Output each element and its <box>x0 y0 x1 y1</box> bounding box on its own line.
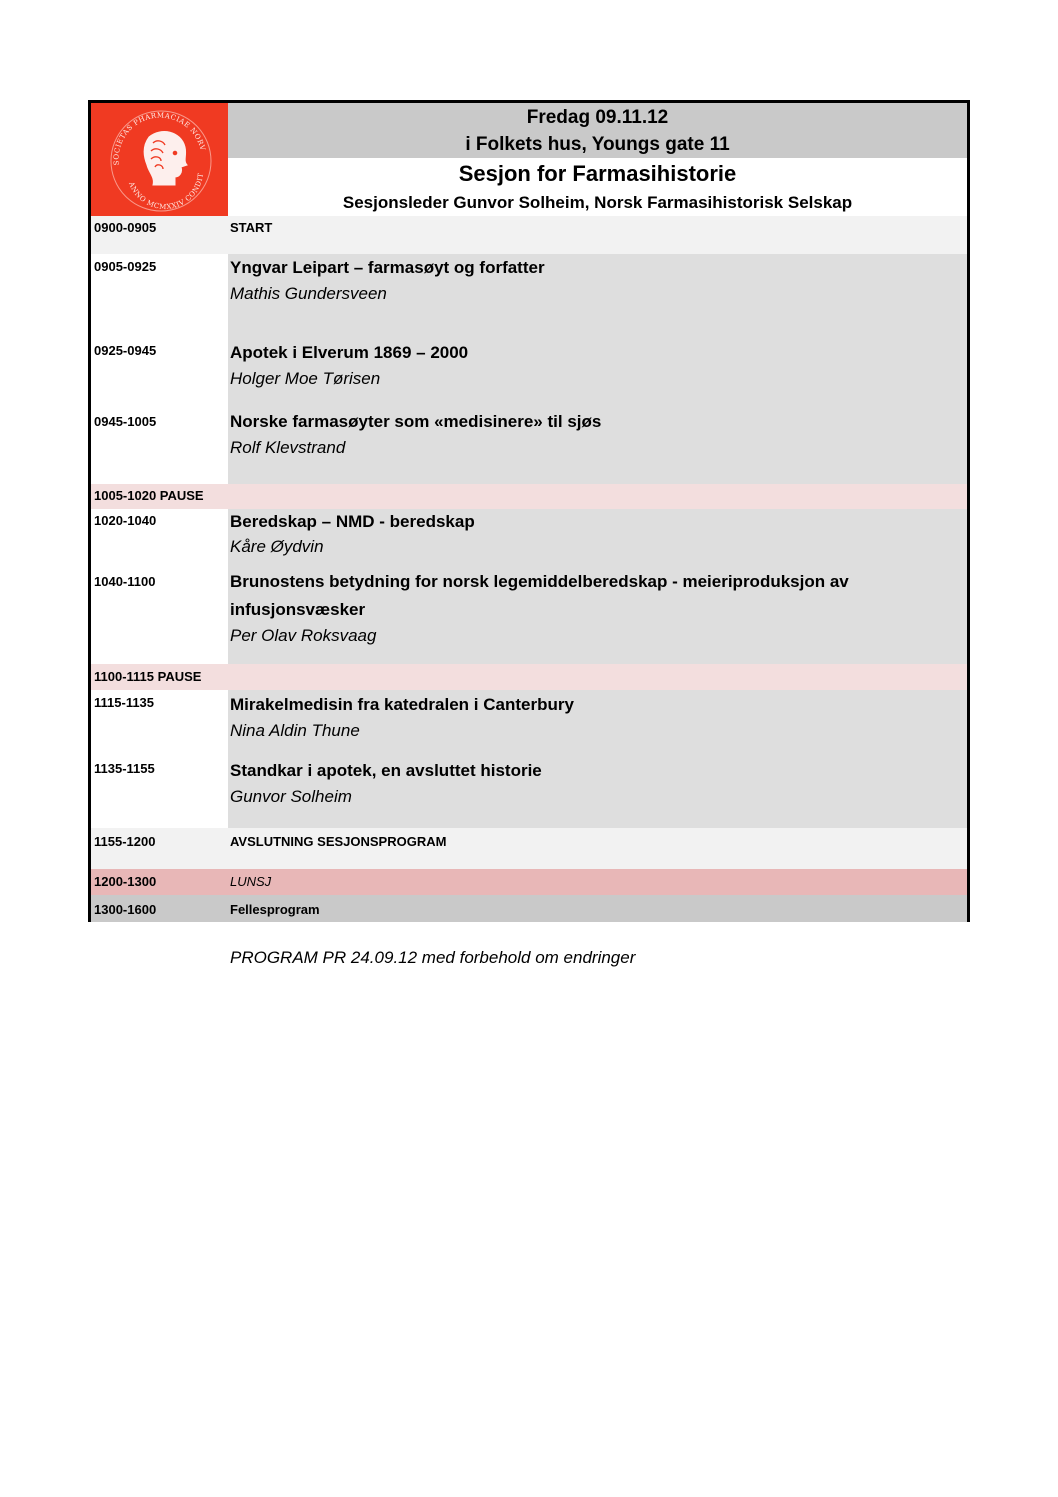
program-footnote: PROGRAM PR 24.09.12 med forbehold om endringer <box>230 948 636 967</box>
common-time: 1300-1600 <box>94 902 157 917</box>
talk-time: 1135-1155 <box>94 761 155 776</box>
header-venue: i Folkets hus, Youngs gate 11 <box>465 134 730 155</box>
talk-time: 0945-1005 <box>94 414 157 429</box>
talk-time: 1020-1040 <box>94 513 157 528</box>
program-table <box>88 100 970 922</box>
header-band <box>228 103 967 158</box>
talk-title: Yngvar Leipart – farmasøyt og forfatter <box>230 258 545 277</box>
talk-speaker: Rolf Klevstrand <box>230 438 346 457</box>
lunch-label: LUNSJ <box>230 874 272 889</box>
talk-time: 1115-1135 <box>94 695 155 710</box>
pause-row <box>91 664 967 690</box>
common-row <box>91 895 967 922</box>
talk-title: Norske farmasøyter som «medisinere» til sjøs <box>230 412 602 431</box>
closing-row <box>91 828 967 869</box>
medallion-icon <box>91 103 228 216</box>
start-label: START <box>230 220 273 235</box>
society-logo <box>91 103 228 216</box>
talk-title: Standkar i apotek, en avsluttet historie <box>230 761 542 780</box>
talk-speaker: Holger Moe Tørisen <box>230 369 381 388</box>
header-date: Fredag 09.11.12 <box>526 107 669 128</box>
talk-speaker: Kåre Øydvin <box>230 537 324 556</box>
svg-text:ANNO MCMXXIV CONDITA: ANNO MCMXXIV CONDIT <box>127 172 206 212</box>
talk-speaker: Mathis Gundersveen <box>230 284 387 303</box>
talk-speaker: Gunvor Solheim <box>230 787 352 806</box>
talk-speaker: Per Olav Roksvaag <box>230 626 377 645</box>
closing-time: 1155-1200 <box>94 834 156 849</box>
talk-title: Apotek i Elverum 1869 – 2000 <box>230 343 469 362</box>
talk-time: 1040-1100 <box>94 574 156 589</box>
lunch-row <box>91 869 967 895</box>
pause-label: 1100-1115 PAUSE <box>94 669 202 684</box>
talk-title-line1: Brunostens betydning for norsk legemiddelberedskap - meieriproduksjon av <box>230 572 849 591</box>
talk-speaker: Nina Aldin Thune <box>230 721 360 740</box>
talk-title: Mirakelmedisin fra katedralen i Canterbury <box>230 695 574 714</box>
session-leader: Sesjonsleder Gunvor Solheim, Norsk Farmasihistorisk Selskap <box>342 193 853 212</box>
closing-label: AVSLUTNING SESJONSPROGRAM <box>230 834 447 849</box>
talk-time: 0905-0925 <box>94 259 157 274</box>
start-time: 0900-0905 <box>94 220 157 235</box>
pause-row <box>91 484 967 509</box>
talk-title-line2: infusjonsvæsker <box>230 600 366 619</box>
start-row <box>91 216 967 254</box>
common-label: Fellesprogram <box>230 902 320 917</box>
talk-title: Beredskap – NMD - beredskap <box>230 512 475 531</box>
svg-text:SOCIETAS PHARMACIAE NORVEGICA: SOCIETAS PHARMACIAE NORV <box>112 111 207 166</box>
lunch-time: 1200-1300 <box>94 874 157 889</box>
pause-label: 1005-1020 PAUSE <box>94 488 204 503</box>
session-title: Sesjon for Farmasihistorie <box>458 161 737 186</box>
talk-time: 0925-0945 <box>94 343 157 358</box>
